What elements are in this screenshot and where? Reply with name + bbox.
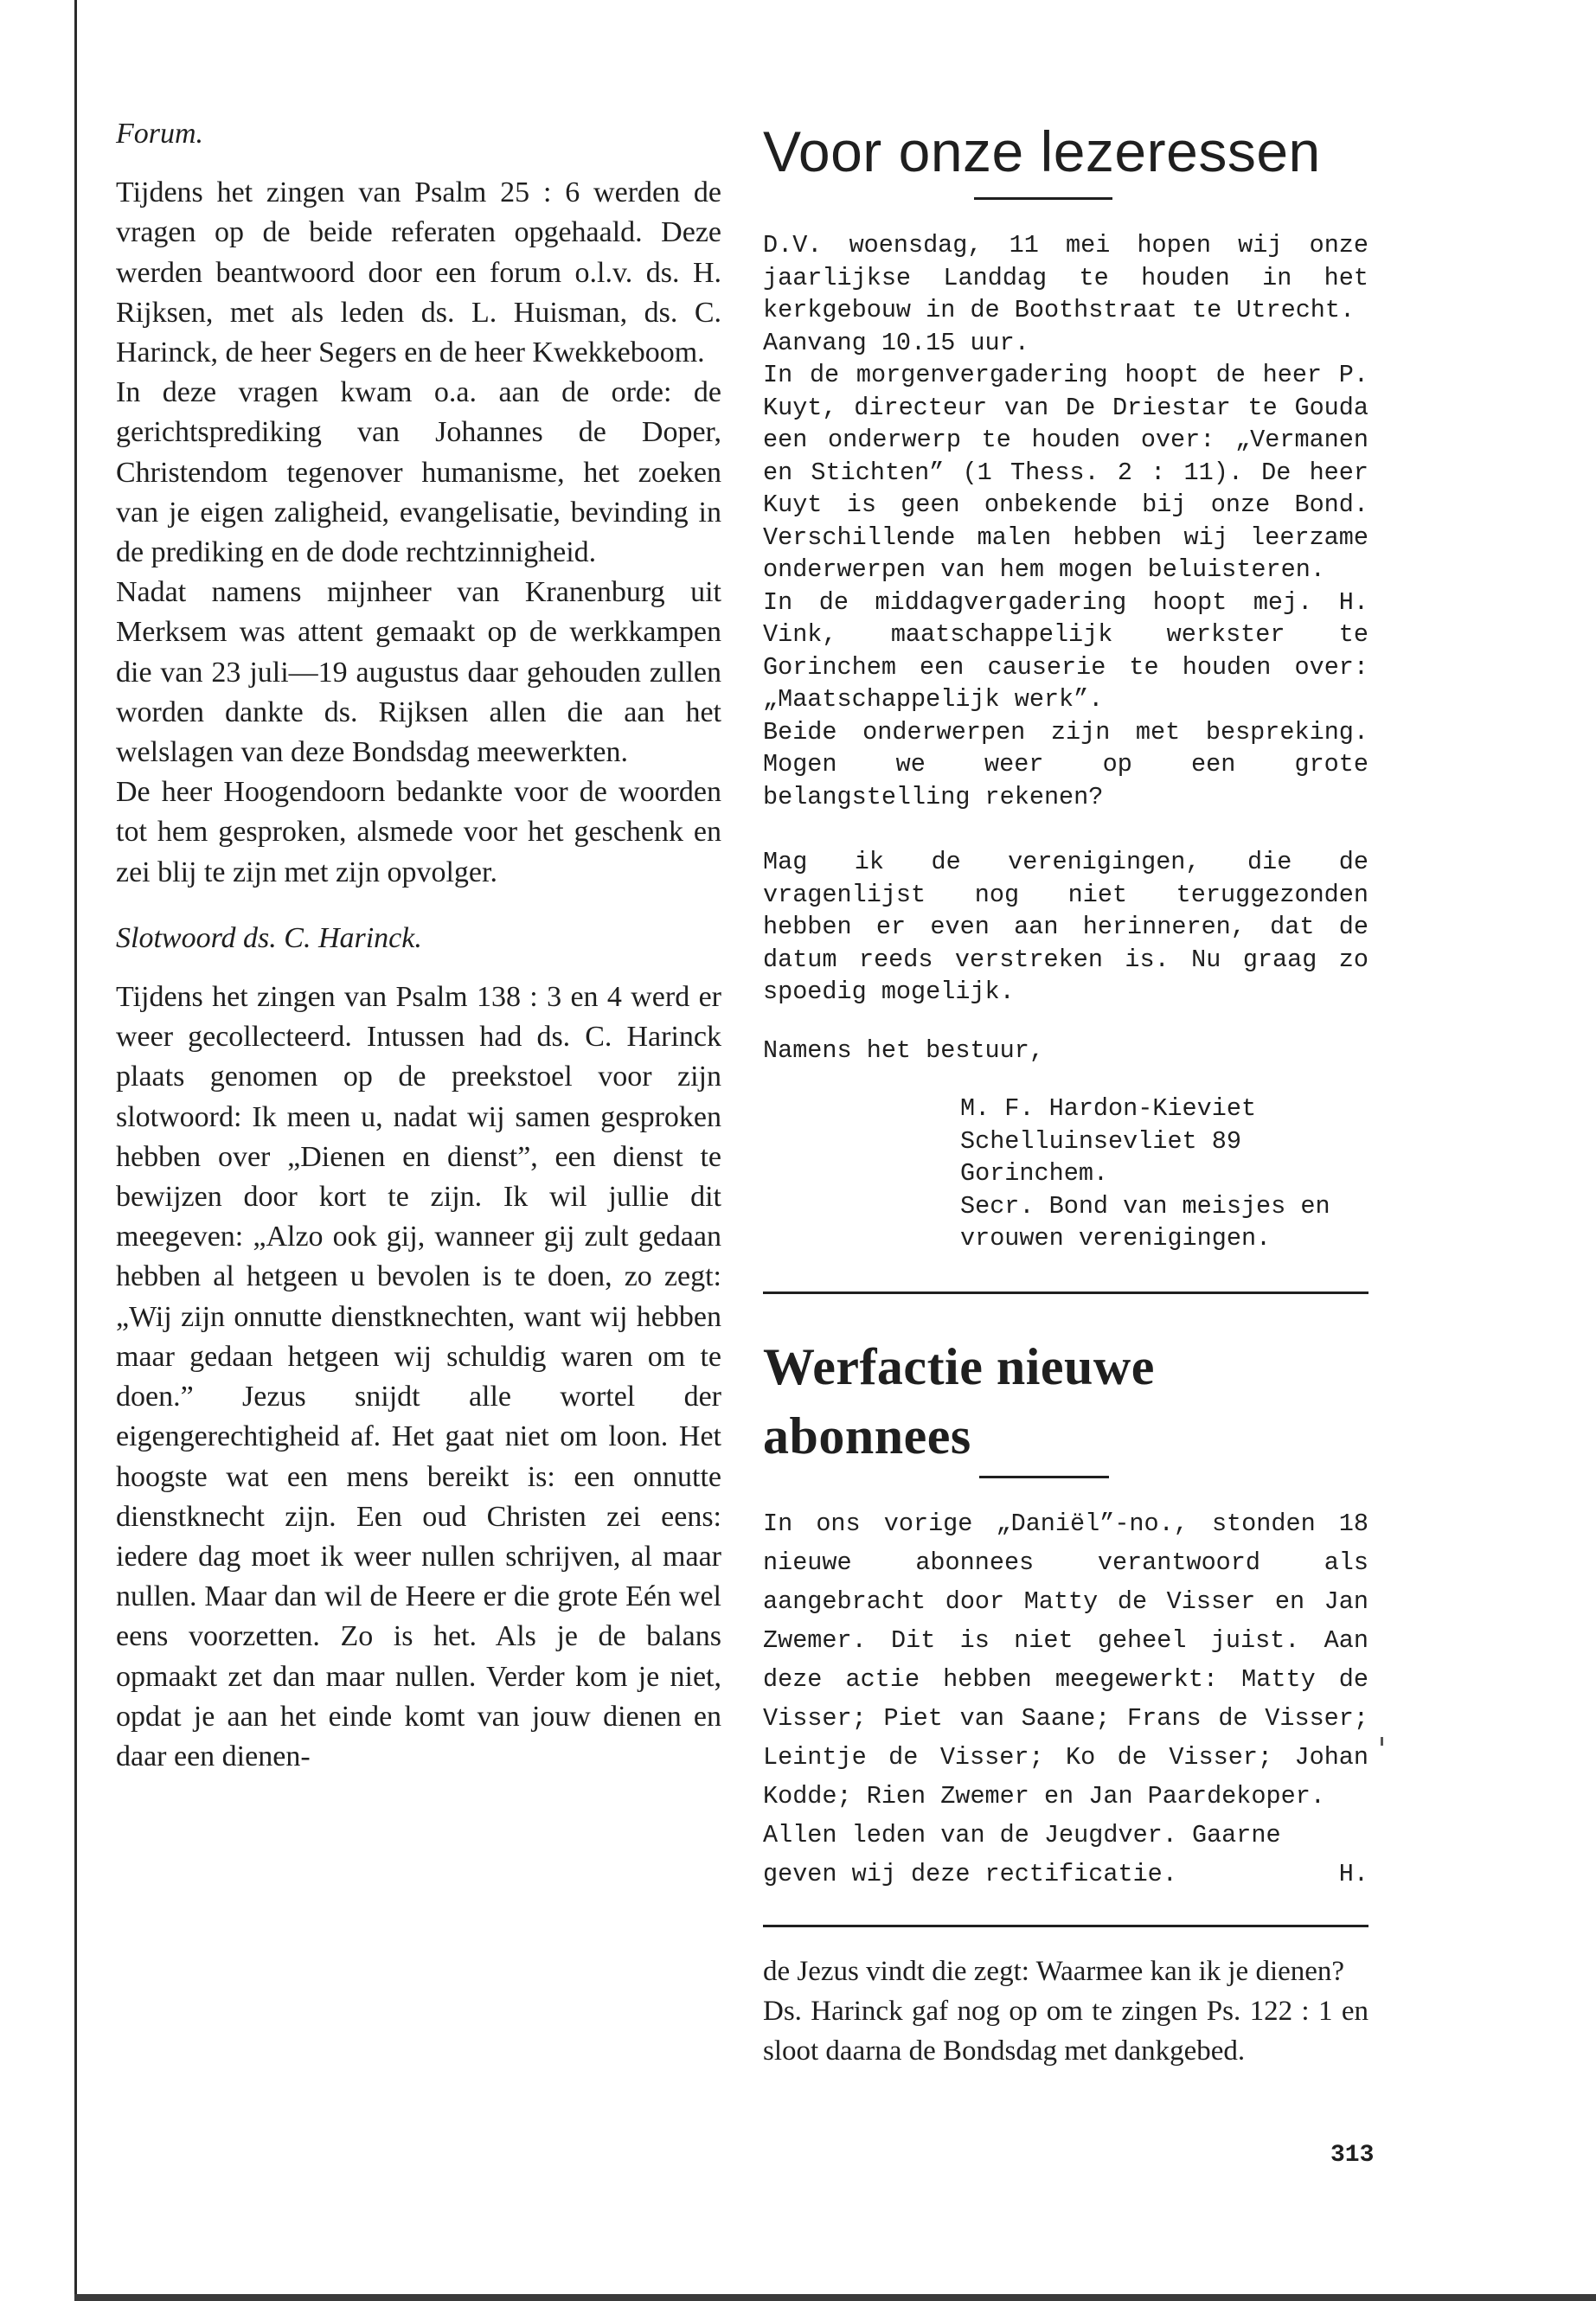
title-underline bbox=[974, 197, 1112, 200]
namens-text: Namens het bestuur, bbox=[763, 1035, 1044, 1065]
page-number: 313 bbox=[1330, 2142, 1375, 2169]
continuation-paragraph: de Jezus vindt die zegt: Waarmee kan ik je dienen? bbox=[763, 1955, 1345, 1987]
slotwoord-paragraph: Tijdens het zingen van Psalm 138 : 3 en 4 werd er weer gecollecteerd. Intussen had ds. C. Harinck plaats genomen op de preekstoel voor zijn slotwoord: Ik meen u, nadat wij samen gesproken hebben over „Dienen en dienst”, een dienst te bewijzen door kort te zijn. Ik wil jullie dit meegeven: „Alzo ook gij, wanneer gij zult gedaan hebben al hetgeen u bevolen is te doen, zo zegt: „Wij zijn onnutte dienstknechten, want wij hebben maar gedaan hetgeen wij schuldig waren om te doen.” Jezus snijdt alle wortel der eigengerechtigheid af. Het gaat niet om loon. Het hoogste wat een mens bereikt is: een onnutte dienstknecht zijn. Een oud Christen zei eens: iedere dag moet ik weer nullen schrijven, al maar nullen. Maar dan wil de Heere er die grote Eén wel eens voorzetten. Zo is het. Als je de balans opmaakt zet dan maar nullen. Verder kom je niet, opdat je aan het einde komt van jouw dienen en daar een dienen- bbox=[116, 981, 721, 1772]
werfactie-body bbox=[763, 1504, 1368, 1894]
werfactie-closing: Allen leden van de Jeugdver. Gaarne geven wij deze rectificatie. bbox=[763, 1820, 1281, 1888]
title-underline bbox=[979, 1476, 1109, 1478]
continuation-body bbox=[763, 1952, 1368, 2071]
signature-line: M. F. Hardon-Kieviet bbox=[960, 1094, 1257, 1123]
morgen-paragraph: In de morgenvergadering hoopt de heer P. Kuyt, directeur van De Driestar te Gouda een onderwerp te houden over: „Vermanen en Stichten” (1 Thess. 2 : 11). De heer Kuyt is geen onbekende bij onze Bond. Verschillende malen hebben wij leerzame onderwerpen van hem mogen beluisteren. bbox=[763, 361, 1368, 584]
spacer bbox=[116, 893, 721, 919]
werfactie-initial: H. bbox=[1338, 1859, 1368, 1888]
aanvang-text: Aanvang 10.15 uur. bbox=[763, 328, 1029, 357]
werfactie-paragraph: In ons vorige „Daniël”-no., stonden 18 nieuwe abonnees verantwoord als aangebracht door Matty de Visser en Jan Zwemer. Dit is niet geheel juist. Aan deze actie hebben meegewerkt: Matty de Visser; Piet van Saane; Frans de Visser; Leintje de Visser; Ko de Visser; Johan Kodde; Rien Zwemer en Jan Paardekoper. bbox=[763, 1509, 1368, 1811]
middag-paragraph: In de middagvergadering hoopt mej. H. Vink, maatschappelijk werkster te Gorinchem een causerie te houden over: „Maatschappelijk werk”. bbox=[763, 587, 1368, 714]
left-column bbox=[116, 114, 721, 1777]
signature-line: Secr. Bond van meisjes en bbox=[960, 1191, 1330, 1221]
forum-paragraph: Tijdens het zingen van Psalm 25 : 6 werden de vragen op de beide referaten opgehaald. Deze werden beantwoord door een forum o.l.v. ds. H. Rijksen, met als leden ds. L. Huisman, ds. C. Harinck, de heer Segers en de heer Kwekkeboom. bbox=[116, 176, 721, 369]
signature-block bbox=[960, 1093, 1368, 1255]
heading-forum: Forum. bbox=[116, 118, 204, 150]
title-werfactie: Werfactie nieuwe abonnees bbox=[763, 1337, 1155, 1465]
scan-edge-left bbox=[74, 0, 77, 2301]
hoogendoorn-paragraph: De heer Hoogendoorn bedankte voor de woorden tot hem gesproken, alsmede voor het geschenk en zei blij te zijn met zijn opvolger. bbox=[116, 776, 721, 888]
closing-paragraph: Ds. Harinck gaf nog op om te zingen Ps. 122 : 1 en sloot daarna de Bondsdag met dankgebed. bbox=[763, 1995, 1368, 2067]
vragenlijst-paragraph: Mag ik de verenigingen, die de vragenlijst nog niet teruggezonden hebben er even aan herinneren, dat de datum reeds verstreken is. Nu graag zo spoedig mogelijk. bbox=[763, 848, 1368, 1006]
signature-line: Gorinchem. bbox=[960, 1159, 1109, 1188]
kranenburg-paragraph: Nadat namens mijnheer van Kranenburg uit Merksem was attent gemaakt op de werkkampen die van 23 juli—19 augustus daar gehouden zullen worden dankte ds. Rijksen allen die aan het welslagen van deze Bondsdag meewerkten. bbox=[116, 576, 721, 769]
title-lezeressen: Voor onze lezeressen bbox=[763, 119, 1321, 183]
scan-speck bbox=[1381, 1737, 1383, 1746]
right-column bbox=[763, 112, 1368, 2071]
lezeressen-body bbox=[763, 229, 1368, 1255]
signature-line: vrouwen verenigingen. bbox=[960, 1224, 1272, 1253]
werfactie-closing-line bbox=[763, 1816, 1368, 1894]
bespreking-paragraph: Beide onderwerpen zijn met bespreking. Mogen we weer op een grote belangstelling rekenen? bbox=[763, 717, 1368, 811]
landdag-paragraph: D.V. woensdag, 11 mei hopen wij onze jaarlijkse Landdag te houden in het kerkgebouw in de Boothstraat te Utrecht. bbox=[763, 231, 1368, 324]
signature-line: Schelluinsevliet 89 bbox=[960, 1126, 1241, 1156]
scan-edge-bottom bbox=[74, 2294, 1596, 2301]
heading-slotwoord: Slotwoord ds. C. Harinck. bbox=[116, 921, 422, 954]
questions-paragraph: In deze vragen kwam o.a. aan de orde: de gerichtsprediking van Johannes de Doper, Christendom tegenover humanisme, het zoeken van je eigen zaligheid, evangelisatie, bevinding in de prediking en de dode rechtzinnigheid. bbox=[116, 376, 721, 569]
